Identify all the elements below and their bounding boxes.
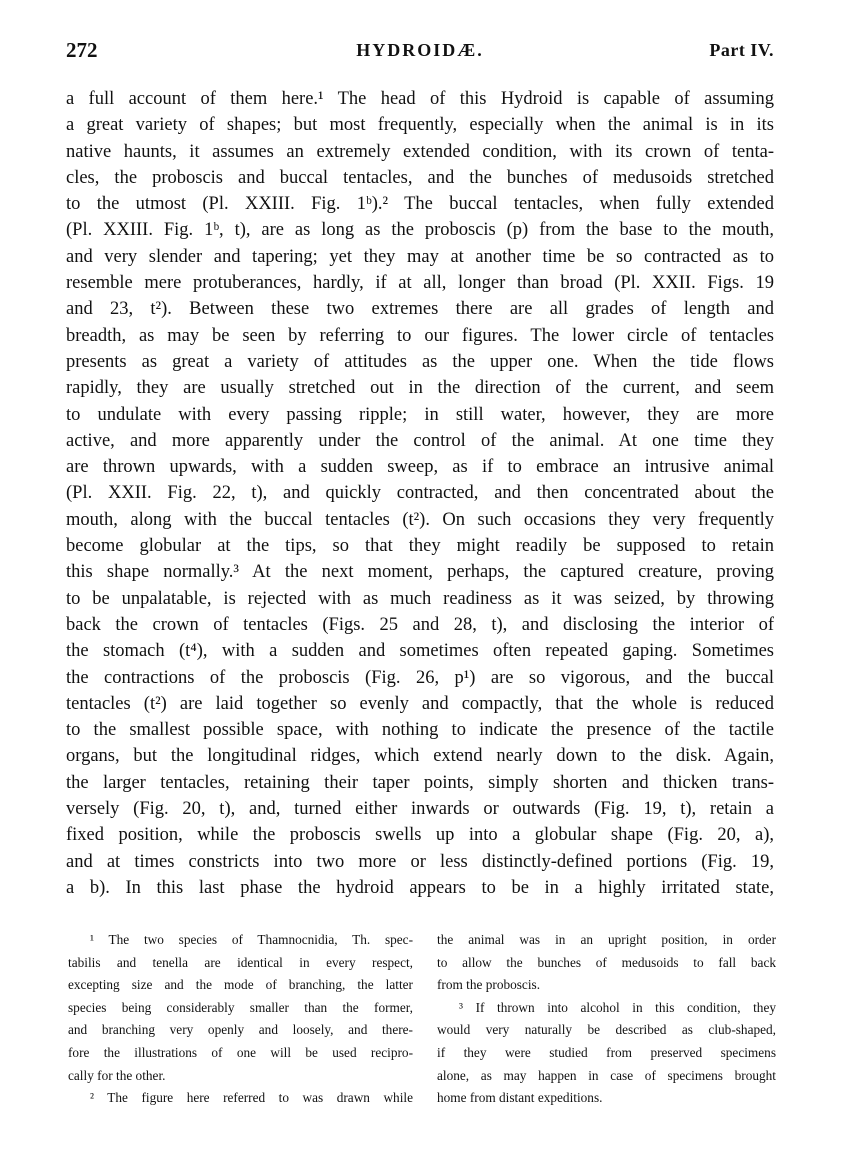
text-line: fixed position, while the proboscis swells up into a globular shape (Fig. 20, a), — [66, 825, 774, 846]
text-line: and 23, t²). Between these two extremes there are all grades of length and — [66, 299, 774, 320]
text-line: active, and more apparently under the control of the animal. At one time they — [66, 430, 774, 451]
text-line: native haunts, it assumes an extremely extended condition, with its crown of tenta- — [66, 141, 774, 162]
text-line: are thrown upwards, with a sudden sweep, as if to embrace an intrusive animal — [66, 457, 774, 478]
text-line: (Pl. XXIII. Fig. 1ᵇ, t), are as long as the proboscis (p) from the base to the mouth, — [66, 220, 774, 241]
footnotes-right-column — [437, 929, 776, 1110]
text-line: organs, but the longitudinal ridges, which extend nearly down to the disk. Again, — [66, 746, 774, 767]
text-line: cles, the proboscis and buccal tentacles, and the bunches of medusoids stretched — [66, 167, 774, 188]
footnote-line: cally for the other. — [68, 1067, 166, 1083]
footnote-line: from the proboscis. — [437, 977, 541, 993]
text-line: this shape normally.³ At the next moment, perhaps, the captured creature, proving — [66, 562, 774, 583]
footnote-line: species being considerably smaller than the former, — [68, 999, 413, 1015]
text-line: a b). In this last phase the hydroid appears to be in a highly irritated state, — [66, 877, 774, 898]
footnote-line: ³ If thrown into alcohol in this condition, they — [459, 999, 776, 1015]
text-line: and very slender and tapering; yet they may at another time be so contracted as to — [66, 246, 774, 267]
text-line: and at times constricts into two more or less distinctly-defined portions (Fig. 19, — [66, 851, 774, 872]
text-line: to undulate with every passing ripple; in still water, however, they are more — [66, 404, 774, 425]
main-text — [66, 86, 774, 901]
part-label: Part IV. — [709, 40, 774, 60]
text-line: to the utmost (Pl. XXIII. Fig. 1ᵇ).² The buccal tentacles, when fully extended — [66, 194, 774, 215]
text-line: mouth, along with the buccal tentacles (t²). On such occasions they very frequently — [66, 509, 774, 530]
footnote-line: to allow the bunches of medusoids to fall back — [437, 954, 776, 970]
footnote-line: home from distant expeditions. — [437, 1090, 603, 1106]
text-line: breadth, as may be seen by referring to our figures. The lower circle of tentacles — [66, 325, 774, 346]
text-line: a great variety of shapes; but most frequently, especially when the animal is in its — [66, 115, 774, 136]
text-line: presents as great a variety of attitudes as the upper one. When the tide flows — [66, 351, 774, 372]
footnote-line: and branching very openly and loosely, and there- — [68, 1022, 413, 1038]
footnote-line: if they were studied from preserved specimens — [437, 1044, 776, 1060]
text-line: rapidly, they are usually stretched out in the direction of the current, and seem — [66, 378, 774, 399]
text-line: tentacles (t²) are laid together so evenly and compactly, that the whole is reduced — [66, 693, 774, 714]
footnote-line: would very naturally be described as club-shaped, — [437, 1022, 776, 1038]
text-line: become globular at the tips, so that they might readily be supposed to retain — [66, 536, 774, 557]
running-header — [66, 38, 774, 68]
text-line: the larger tentacles, retaining their taper points, simply shorten and thicken trans- — [66, 772, 774, 793]
footnote-line: the animal was in an upright position, in order — [437, 932, 776, 947]
footnote-line: tabilis and tenella are identical in every respect, — [68, 954, 413, 970]
text-line: back the crown of tentacles (Figs. 25 and 28, t), and disclosing the interior of — [66, 614, 774, 635]
text-line: versely (Fig. 20, t), and, turned either inwards or outwards (Fig. 19, t), retain a — [66, 799, 774, 820]
text-line: the contractions of the proboscis (Fig. 26, p¹) are so vigorous, and the buccal — [66, 667, 774, 688]
running-title: HYDROIDÆ. — [356, 40, 484, 60]
page-number: 272 — [66, 38, 98, 62]
footnote-line: alone, as may happen in case of specimens brought — [437, 1067, 776, 1083]
text-line: to the smallest possible space, with nothing to indicate the presence of the tactile — [66, 720, 774, 741]
footnote-line: ² The figure here referred to was drawn while — [90, 1090, 413, 1106]
footnotes-left-column — [68, 929, 413, 1110]
text-line: to be unpalatable, is rejected with as much readiness as it was seized, by throwing — [66, 588, 774, 609]
text-line: (Pl. XXII. Fig. 22, t), and quickly contracted, and then concentrated about the — [66, 483, 774, 504]
footnote-line: ¹ The two species of Thamnocnidia, Th. spec- — [90, 932, 413, 947]
text-line: resemble mere protuberances, hardly, if at all, longer than broad (Pl. XXII. Figs. 19 — [66, 273, 774, 294]
text-line: a full account of them here.¹ The head of this Hydroid is capable of assuming — [66, 89, 774, 109]
footnote-line: excepting size and the mode of branching, the latter — [68, 977, 413, 993]
footnote-line: fore the illustrations of one will be used recipro- — [68, 1044, 413, 1060]
text-line: the stomach (t⁴), with a sudden and sometimes often repeated gaping. Sometimes — [66, 641, 774, 662]
